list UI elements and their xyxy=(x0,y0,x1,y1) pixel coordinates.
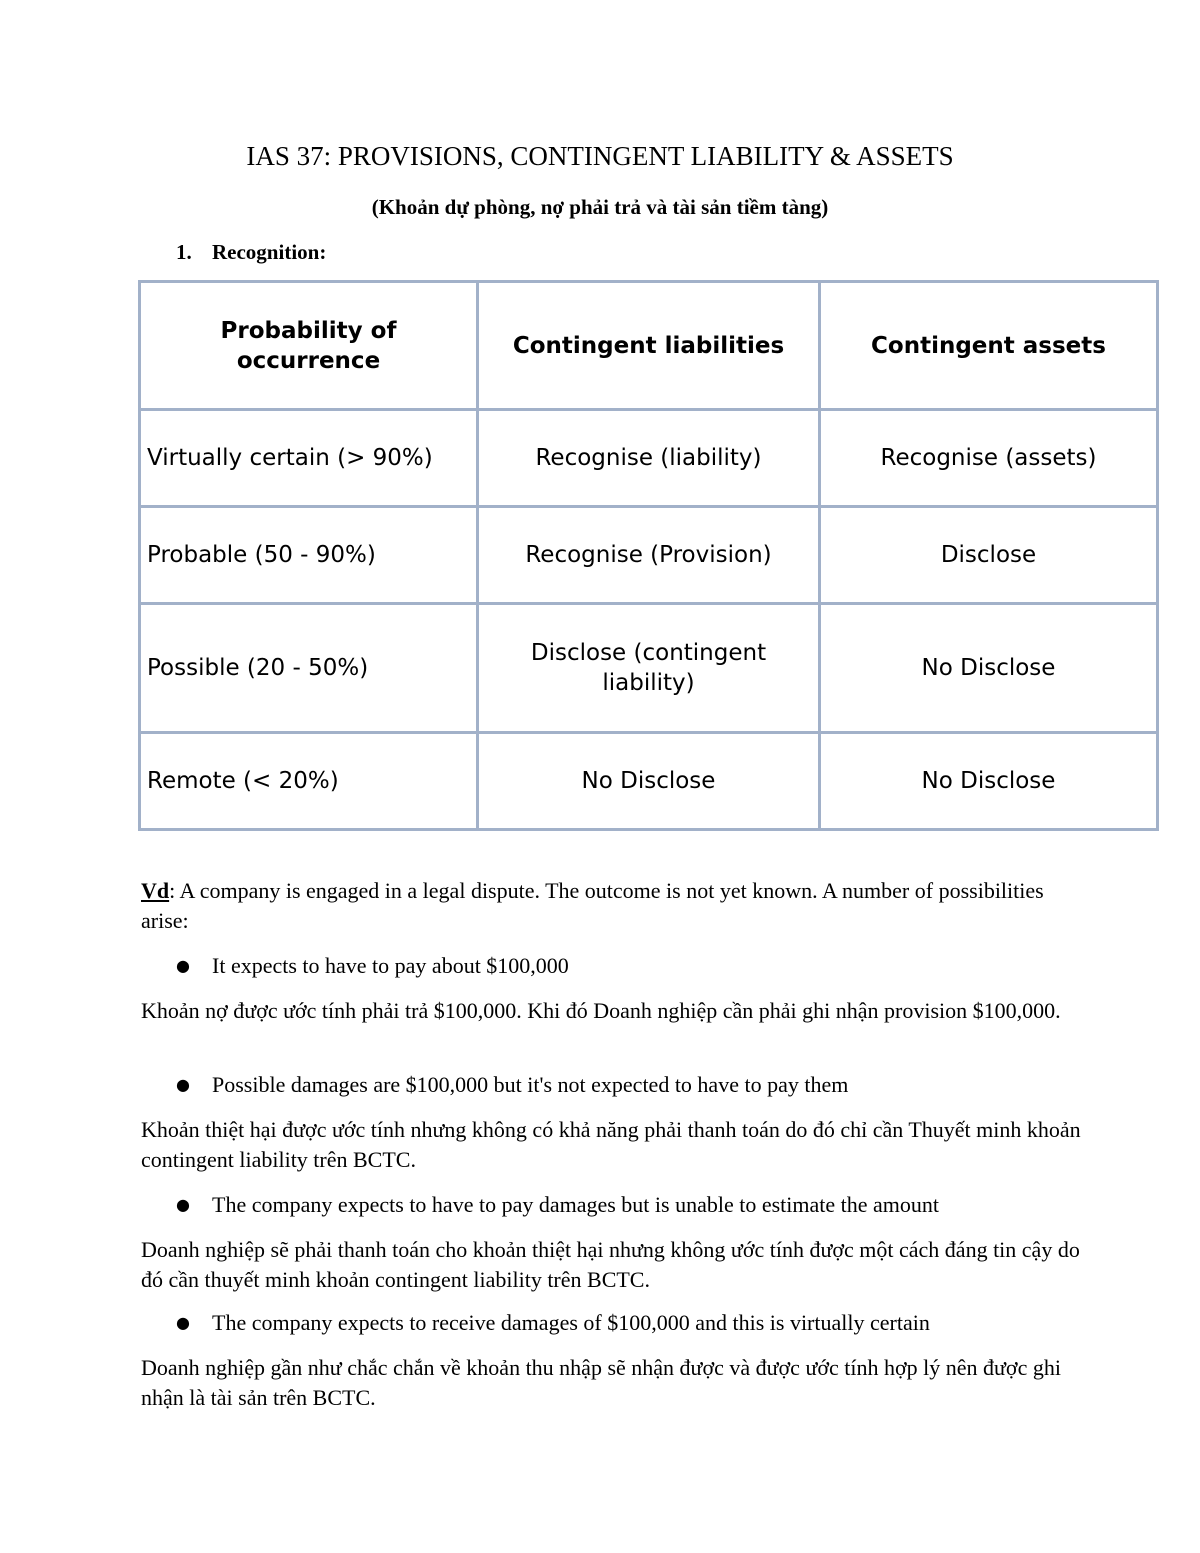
table-row xyxy=(140,507,1158,604)
case-explanation: Doanh nghiệp sẽ phải thanh toán cho khoản thiệt hại nhưng không ước tính được một cách đáng tin cậy do đó cần thuyết minh khoản contingent liability trên BCTC. xyxy=(141,1237,1080,1292)
example-intro xyxy=(141,876,1081,936)
cell-asset-treatment: Recognise (assets) xyxy=(820,410,1158,507)
cell-probability: Probable (50 - 90%) xyxy=(140,507,478,604)
recognition-table xyxy=(138,280,1159,831)
case-explanation: Khoản thiệt hại được ước tính nhưng không có khả năng phải thanh toán do đó chỉ cần Thuyết minh khoản contingent liability trên BCTC. xyxy=(141,1117,1081,1172)
bullet-icon: ● xyxy=(176,1075,190,1094)
bullet-icon: ● xyxy=(176,1195,190,1214)
list-item xyxy=(176,1070,848,1100)
document-title: IAS 37: PROVISIONS, CONTINGENT LIABILITY & ASSETS xyxy=(246,141,954,171)
table-row xyxy=(140,733,1158,830)
header-contingent-liabilities: Contingent liabilities xyxy=(478,282,820,410)
cell-liability-treatment: No Disclose xyxy=(478,733,820,830)
cell-probability: Remote (< 20%) xyxy=(140,733,478,830)
section-heading-label: Recognition: xyxy=(212,240,327,264)
case-explanation: Doanh nghiệp gần như chắc chắn về khoản thu nhập sẽ nhận được và được ước tính hợp lý nên được ghi nhận là tài sản trên BCTC. xyxy=(141,1355,1061,1410)
list-item xyxy=(176,1308,930,1338)
cell-liability-treatment: Disclose (contingent liability) xyxy=(478,604,820,733)
cell-asset-treatment: No Disclose xyxy=(820,733,1158,830)
case-bullet-text: The company expects to have to pay damages but is unable to estimate the amount xyxy=(212,1192,940,1217)
case-bullet-text: Possible damages are $100,000 but it's not expected to have to pay them xyxy=(212,1072,849,1097)
cell-probability: Possible (20 - 50%) xyxy=(140,604,478,733)
header-contingent-assets: Contingent assets xyxy=(820,282,1158,410)
bullet-icon: ● xyxy=(176,956,190,975)
document-subtitle: (Khoản dự phòng, nợ phải trả và tài sản tiềm tàng) xyxy=(371,195,829,219)
example-intro-text: : A company is engaged in a legal dispute. The outcome is not yet known. A number of possibilities arise: xyxy=(141,878,1044,933)
case-bullet-text: The company expects to receive damages of $100,000 and this is virtually certain xyxy=(212,1310,930,1335)
cell-liability-treatment: Recognise (Provision) xyxy=(478,507,820,604)
example-label: Vd xyxy=(141,878,170,903)
header-probability: Probability of occurrence xyxy=(140,282,478,410)
bullet-icon: ● xyxy=(176,1313,190,1332)
cell-probability: Virtually certain (> 90%) xyxy=(140,410,478,507)
case-explanation: Khoản nợ được ước tính phải trả $100,000. Khi đó Doanh nghiệp cần phải ghi nhận provision $100,000. xyxy=(141,998,1061,1023)
table-row xyxy=(140,604,1158,733)
list-item xyxy=(176,951,569,981)
table-row xyxy=(140,410,1158,507)
table-header-row xyxy=(140,282,1158,410)
cell-liability-treatment: Recognise (liability) xyxy=(478,410,820,507)
list-item xyxy=(176,1190,939,1220)
cell-asset-treatment: No Disclose xyxy=(820,604,1158,733)
section-number: 1. xyxy=(176,240,192,264)
section-heading xyxy=(176,240,326,265)
case-bullet-text: It expects to have to pay about $100,000 xyxy=(212,953,569,978)
cell-asset-treatment: Disclose xyxy=(820,507,1158,604)
